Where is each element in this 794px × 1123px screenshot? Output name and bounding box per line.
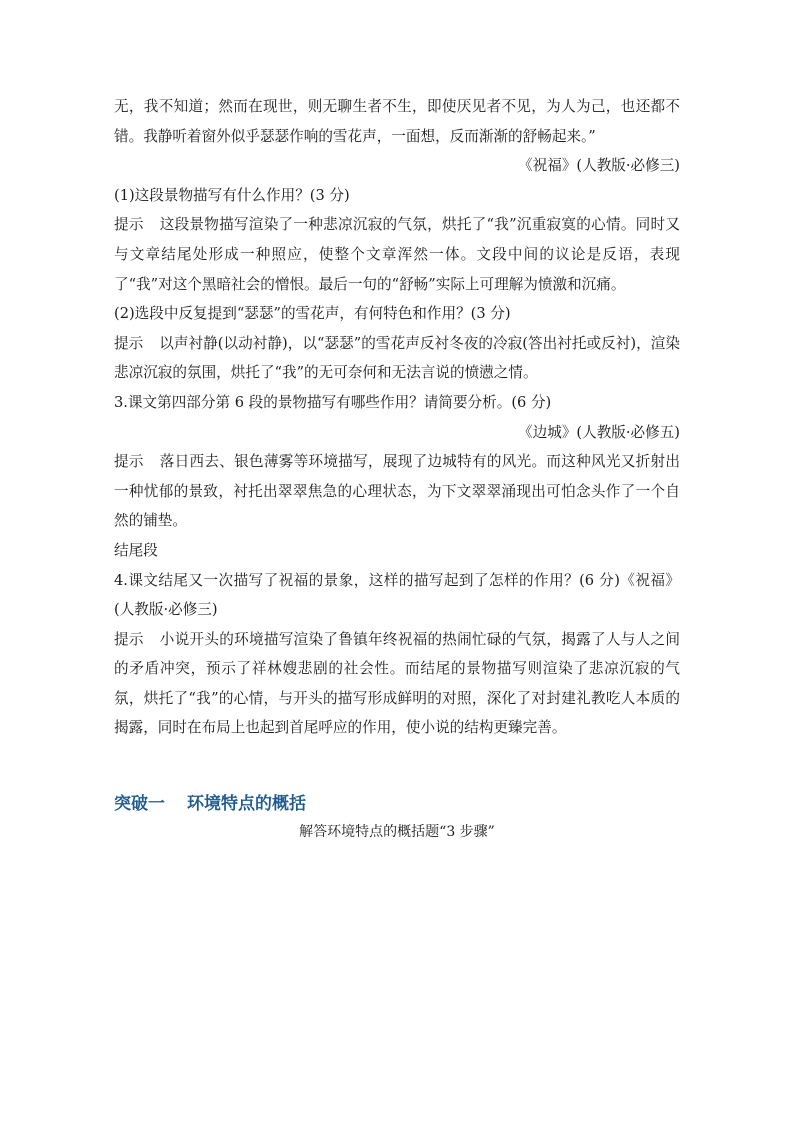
question-1: (1)这段景物描写有什么作用？(3 分) <box>114 186 350 204</box>
question-2: (2)选段中反复提到“瑟瑟”的雪花声，有何特色和作用？(3 分) <box>114 305 511 323</box>
hint-label: 提示 <box>114 216 144 234</box>
hint-text: 以声衬静(以动衬静)，以“瑟瑟”的雪花声反衬冬夜的冷寂(答出衬托或反衬)，渲染悲凉沉寂的氛围，烘托了“我”的无可奈何和无法言说的愤懑之情。 <box>114 334 680 382</box>
answer-hint-3 <box>114 447 680 536</box>
answer-hint-2 <box>114 329 680 388</box>
hint-text: 这段景物描写渲染了一种悲凉沉寂的气氛，烘托了“我”沉重寂寞的心情。同时又与文章结尾处形成一种照应，使整个文章浑然一体。文段中间的议论是反语，表现了“我”对这个黑暗社会的憎恨。最后一句的“舒畅”实际上可理解为愤激和沉痛。 <box>114 216 680 293</box>
section-heading <box>114 789 680 819</box>
section-title: 环境特点的概括 <box>187 794 306 815</box>
document-page <box>114 92 680 845</box>
section-end-label: 结尾段 <box>114 541 158 559</box>
hint-text: 落日西去、银色薄雾等环境描写，展现了边城特有的风光。而这种风光又折射出一种忧郁的景致，衬托出翠翠焦急的心理状态，为下文翠翠涌现出可怕念头作了一个自然的铺垫。 <box>114 453 680 530</box>
intro-paragraph: 无，我不知道；然而在现世，则无聊生者不生，即使厌见者不见，为人为己，也还都不错。我静听着窗外似乎瑟瑟作响的雪花声，一面想，反而渐渐的舒畅起来。” <box>114 98 680 145</box>
source-citation-biancheng: 《边城》(人教版·必修五) <box>518 423 680 441</box>
source-citation-zhufu: 《祝福》(人教版·必修三) <box>518 157 680 175</box>
hint-label: 提示 <box>114 334 144 352</box>
section-number: 突破一 <box>114 794 165 815</box>
subtitle: 解答环境特点的概括题“3 步骤” <box>299 824 495 841</box>
question-3: 3.课文第四部分第 6 段的景物描写有哪些作用？请简要分析。(6 分) <box>114 393 552 411</box>
hint-text: 小说开头的环境描写渲染了鲁镇年终祝福的热闹忙碌的气氛，揭露了人与人之间的矛盾冲突，预示了祥林嫂悲剧的社会性。而结尾的景物描写则渲染了悲凉沉寂的气氛，烘托了“我”的心情，与开头的描写形成鲜明的对照，深化了对封建礼教吃人本质的揭露，同时在布局上也起到首尾呼应的作用，使小说的结构更臻完善。 <box>114 630 680 737</box>
question-4: 4.课文结尾又一次描写了祝福的景象，这样的描写起到了怎样的作用？(6 分)《祝福》(人教版·必修三) <box>114 571 680 619</box>
answer-hint-1 <box>114 210 680 299</box>
answer-hint-4 <box>114 625 680 743</box>
hint-label: 提示 <box>114 630 144 648</box>
hint-label: 提示 <box>114 453 144 471</box>
